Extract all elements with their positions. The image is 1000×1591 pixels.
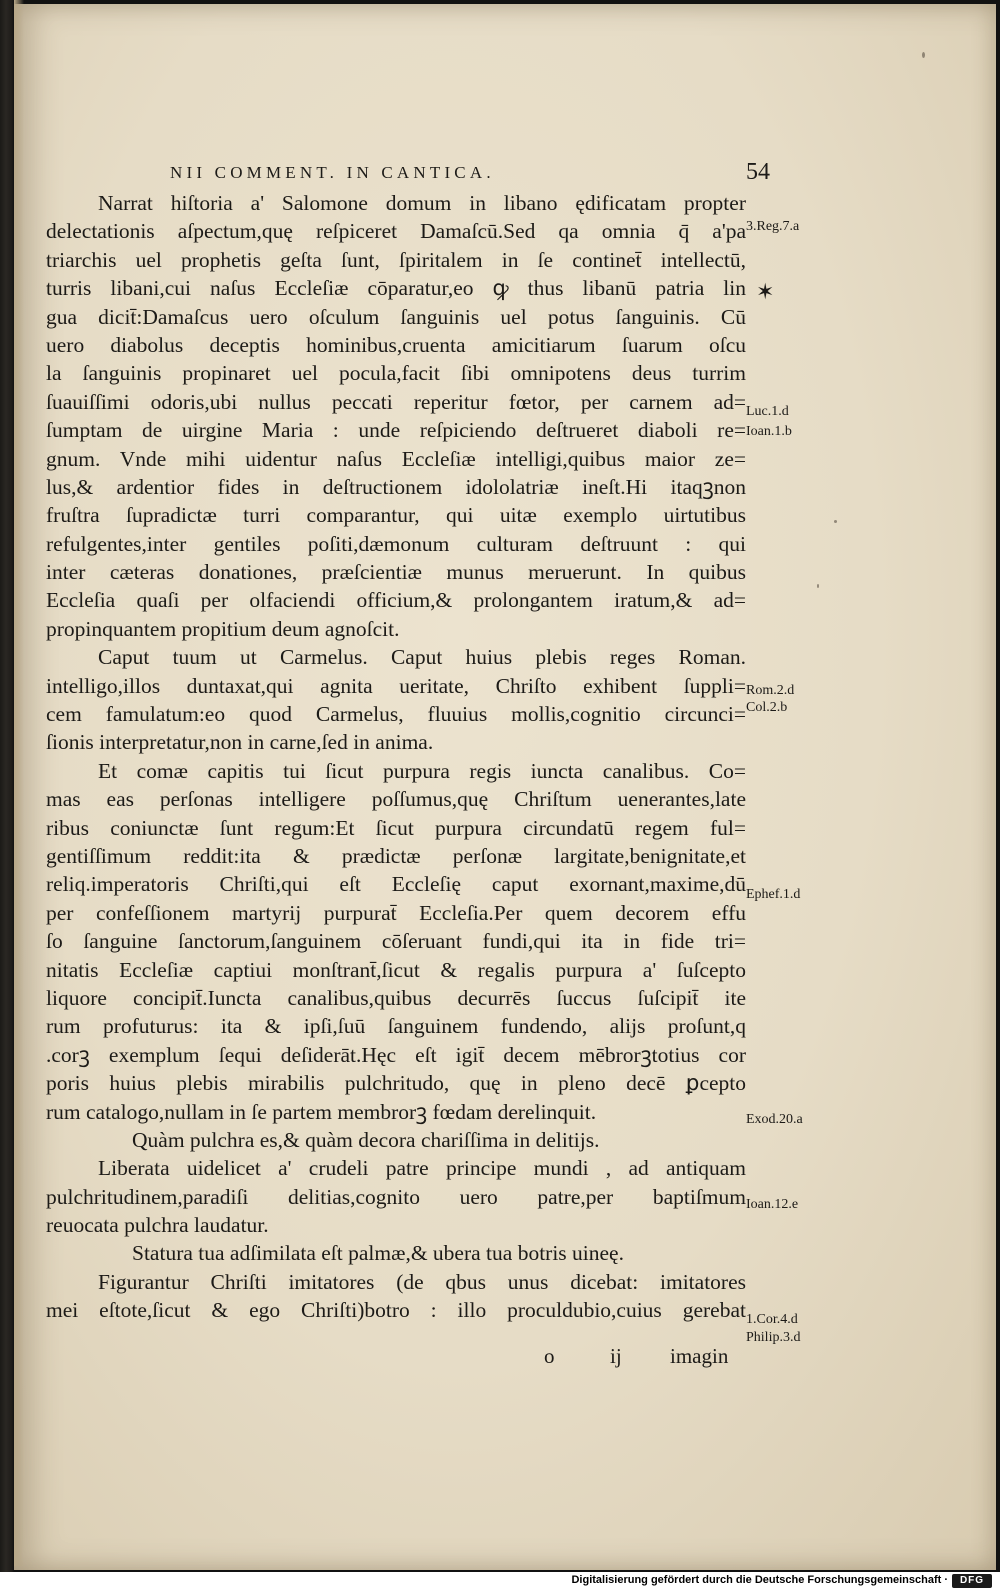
text-line: Statura tua adſimilata eſt palmæ,& ubera tua botris uineę. <box>132 1241 624 1266</box>
text-line: la ſanguinis propinaret uel pocula,facit ſibi omnipotens deus turrim <box>46 361 746 386</box>
text-line: gua dicit̄:Damaſcus uero oſculum ſanguinis uel potus ſanguinis. Cū <box>46 304 746 329</box>
margin-note-cor: 1.Cor.4.d <box>746 1312 798 1327</box>
text-line: reliq.imperatoris Chriſti,qui eſt Eccleſię caput exornant,maxime,dū <box>46 872 746 897</box>
page-number: 54 <box>746 159 770 185</box>
signature-letter: o <box>544 1344 555 1368</box>
margin-star-icon: ✶ <box>756 279 775 304</box>
paper-speck <box>817 584 819 588</box>
text-line: poris huius plebis mirabilis pulchritudo, quę in pleno decē ꝑcepto <box>46 1071 746 1096</box>
text-line: lus,& ardentior fides in deſtructionem idololatriæ ineſt.Hi itaqꝫnon <box>46 474 746 499</box>
text-line: triarchis uel prophetis geſta ſunt, ſpiritalem in ſe continet̄ intellectū, <box>46 247 746 272</box>
text-line: refulgentes,inter gentiles poſiti,dæmonum culturam deſtruunt : qui <box>46 531 746 556</box>
text-line: ſuauiſſimi odoris,ubi nullus peccati reperitur fœtor, per carnem ad= <box>46 389 746 414</box>
paper-speck <box>922 52 925 58</box>
text-line: uero diabolus deceptis hominibus,cruenta amicitiarum ſuarum oſcu <box>46 332 746 357</box>
text-line: mas eas perſonas intelligere poſſumus,quę Chriſtum uenerantes,late <box>46 787 746 812</box>
text-line: cem famulatum:eo quod Carmelus, fluuius mollis,cognitio circunci= <box>46 702 746 727</box>
text-line: ſumptam de uirgine Maria : unde reſpiciendo deſtrueret diaboli re= <box>46 418 746 443</box>
text-line: reuocata pulchra laudatur. <box>46 1213 269 1238</box>
text-line: rum profuturus: ita & ipſi,ſuū ſanguinem fundendo, alijs proſunt,q <box>46 1014 746 1039</box>
catchword-line <box>540 1344 750 1372</box>
footer-bar <box>0 1572 1000 1591</box>
text-line: Narrat hiſtoria a' Salomone domum in libano ędificatam propter <box>98 191 746 215</box>
text-line: Caput tuum ut Carmelus. Caput huius plebis reges Roman. <box>98 645 746 670</box>
margin-note-ephes: Ephef.1.d <box>746 887 801 902</box>
text-line: Liberata uidelicet a' crudeli patre principe mundi , ad antiquam <box>98 1156 746 1181</box>
text-line: rum catalogo,nullam in ſe partem membrorꝫ fœdam derelinquit. <box>46 1099 597 1124</box>
signature-number: ij <box>610 1344 622 1368</box>
text-line: gentiſſimum reddit:ita & prædictæ perſonæ largitate,benignitate,et <box>46 843 746 868</box>
text-line: ribus coniunctæ ſunt regum:Et ſicut purpura circundatū regem ful= <box>46 815 746 840</box>
funding-credit: Digitalisierung gefördert durch die Deutsche Forschungsgemeinschaft · <box>571 1574 948 1586</box>
text-line: intelligo,illos duntaxat,qui agnita ueritate, Chriſto exhibent ſuppli= <box>46 673 746 698</box>
text-line: Eccleſia quaſi per olfaciendi officium,& prolongantem iratum,& ad= <box>46 588 746 613</box>
margin-note-philip: Philip.3.d <box>746 1330 801 1345</box>
text-line: liquore concipit̄.Iuncta canalibus,quibus decurrēs ſuccus ſuſcipit̄ ite <box>46 985 746 1010</box>
dfg-logo: DFG <box>952 1574 992 1588</box>
text-line: nitatis Eccleſiæ captiui monſtrant̄,ſicut & regalis purpura a' ſuſcepto <box>46 957 746 982</box>
text-line: inter cæteras donationes, præſcientiæ munus meruerunt. In quibus <box>46 560 746 585</box>
text-line: Figurantur Chriſti imitatores (de qbus unus dicebat: imitatores <box>98 1269 746 1294</box>
running-head-title: NII COMMENT. IN CANTICA. <box>170 163 495 182</box>
text-line: mei eſtote,ſicut & ego Chriſti)botro : illo proculdubio,cuius gerebat <box>46 1298 746 1323</box>
text-line: ſionis interpretatur,non in carne,ſed in anima. <box>46 730 434 755</box>
body-text <box>46 189 746 1325</box>
catchword: imagin <box>670 1344 729 1368</box>
margin-note-luc: Luc.1.d <box>746 404 789 419</box>
text-line: gnum. Vnde mihi uidentur naſus Eccleſiæ intelligi,quibus maior ze= <box>46 446 746 471</box>
text-line: propinquantem propitium deum agnoſcit. <box>46 616 400 641</box>
text-line: ſo ſanguine ſanctorum,ſanguinem cōſeruant fundi,qui ita in fide tri= <box>46 929 746 954</box>
margin-note-rom: Rom.2.d <box>746 683 795 698</box>
page-gutter-shadow <box>14 0 24 1566</box>
text-line: fruſtra ſupradictæ turri comparantur, qui uitæ exemplo uirtutibus <box>46 503 746 528</box>
paper-speck <box>834 520 837 523</box>
text-line: delectationis aſpectum,quę reſpiceret Damaſcū.Sed qa omnia q̄ a'pa <box>46 219 746 244</box>
text-line: per confeſſionem martyrij purpurat̄ Eccleſia.Per quem decorem effu <box>46 900 746 925</box>
margin-note-ioan12: Ioan.12.e <box>746 1197 799 1212</box>
text-line: Et comæ capitis tui ſicut purpura regis iuncta canalibus. Co= <box>98 758 746 783</box>
text-line: .corꝫ exemplum ſequi deſiderāt.Hęc eſt igit̄ decem mēbrorꝫtotius cor <box>46 1042 746 1067</box>
margin-note-reg: 3.Reg.7.a <box>746 219 800 234</box>
margin-note-exod: Exod.20.a <box>746 1112 803 1127</box>
text-line: Quàm pulchra es,& quàm decora chariſſima in delitijs. <box>132 1127 600 1152</box>
running-head <box>170 159 770 189</box>
text-line: pulchritudinem,paradiſi delitias,cognito uero patre,per baptiſmum <box>46 1184 746 1209</box>
text-line: turris libani,cui naſus Eccleſiæ cōparatur,eo ꝙ thus libanū patria lin <box>46 276 746 301</box>
margin-note-col: Col.2.b <box>746 700 788 715</box>
margin-note-ioan: Ioan.1.b <box>746 424 792 439</box>
